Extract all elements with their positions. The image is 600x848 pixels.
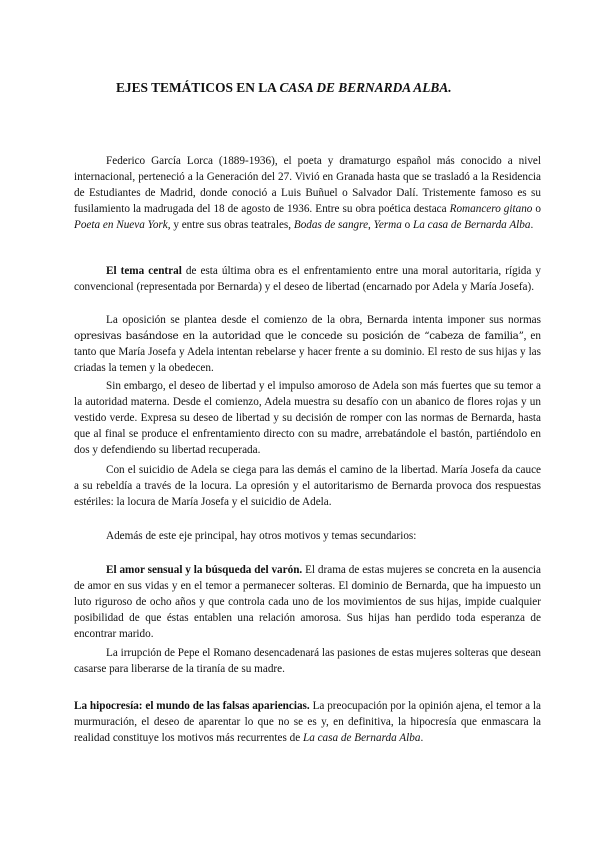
- work-poeta: Poeta en Nueva York,: [74, 219, 171, 231]
- hypocrisy-end: .: [420, 732, 424, 744]
- work-bodas: Bodas de sangre: [293, 219, 369, 231]
- suicide-paragraph: Con el suicidio de Adela se ciega para las demás el camino de la libertad. María Josefa da cauce a su rebeldía a través de la locura. La opresión y el autoritarismo de Bernarda provoca dos respuestas estériles: la locura de María Josefa y el suicidio de Adela.: [74, 464, 541, 508]
- central-theme-label: El tema central: [106, 265, 182, 277]
- hypocrisy-text: La preocupación por la opinión ajena, el temor a la murmuración, el deseo de aparentar lo que no se es y, en definitiva, la hipocresía que enmascara la realidad constituye los motivos más recurrentes de: [74, 700, 541, 744]
- intro-paragraph: [74, 153, 541, 233]
- intro-text-2: o: [532, 203, 542, 215]
- love-paragraph: [74, 562, 541, 642]
- love-label: El amor sensual y la búsqueda del varón.: [106, 564, 303, 576]
- love-text: El drama de estas mujeres se concreta en la ausencia de amor en sus vidas y en el temor a permanecer solteras. El dominio de Bernarda, que ha impuesto un luto riguroso de ocho años y que controla cada uno de los movimientos de sus hijas, impide cualquier posibilidad de que éstas entablen una relación amorosa. Sus hijas han perdido toda esperanza de encontrar marido.: [74, 564, 541, 640]
- secondary-intro-paragraph: Además de este eje principal, hay otros motivos y temas secundarios:: [106, 530, 417, 542]
- opposition-text-1: La oposición se plantea desde el comienzo de la obra, Bernarda intenta imponer sus normas: [106, 314, 541, 326]
- central-theme-paragraph: [74, 263, 541, 295]
- document-title: [116, 80, 536, 96]
- intro-text-3: y entre sus obras teatrales,: [170, 219, 294, 231]
- desire-paragraph: Sin embargo, el deseo de libertad y el impulso amoroso de Adela son más fuertes que su temor a la autoridad materna. Desde el comienzo, Adela muestra su desafío con un abanico de flores rojas y un vestido verde. Expresa su deseo de libertad y su decisión de romper con las normas de Bernarda, hasta que al final se produce el enfrentamiento directo con su madre, arrebatándole el bastón, partiéndolo en dos y defendiendo su libertad recuperada.: [74, 380, 541, 456]
- work-romancero: Romancero gitano: [449, 203, 533, 215]
- work-yerma: Yerma: [373, 219, 402, 231]
- opposition-text-3: , en tanto que María Josefa y Adela intentan rebelarse y hacer frente a su dominio. El resto de sus hijas y las criadas la temen y la obedecen.: [74, 330, 541, 374]
- opposition-text-2: opresivas basándose en la autoridad que le concede su posición de “cabeza de familia”: [74, 330, 524, 342]
- work-casa: La casa de Bernarda Alba: [413, 219, 531, 231]
- central-theme-text: de esta última obra es el enfrentamiento entre una moral autoritaria, rígida y convencional (representada por Bernarda) y el deseo de libertad (encarnado por Adela y María Josefa).: [74, 265, 541, 293]
- title-prefix: EJES TEMÁTICOS EN LA: [116, 80, 280, 95]
- title-italic: CASA DE BERNARDA ALBA.: [279, 80, 452, 95]
- intro-text-4: ,: [368, 219, 374, 231]
- intro-text-1: Federico García Lorca (1889-1936), el poeta y dramaturgo español más conocido a nivel internacional, perteneció a la Generación del 27. Vivió en Granada hasta que se trasladó a la Residencia de Estudiantes de Madrid, donde conoció a Luis Buñuel o Salvador Dalí. Tristemente famoso es su fusilamiento la madrugada del 18 de agosto de 1936. Entre su obra poética destaca: [74, 155, 541, 215]
- intro-text-5: o: [401, 219, 414, 231]
- hypocrisy-paragraph: [74, 698, 541, 746]
- pepe-paragraph: La irrupción de Pepe el Romano desencadenará las pasiones de estas mujeres solteras que desean casarse para liberarse de la tiranía de su madre.: [74, 647, 541, 675]
- intro-text-6: .: [530, 219, 534, 231]
- hypocrisy-label: La hipocresía: el mundo de las falsas apariencias.: [74, 700, 310, 712]
- opposition-paragraph: [74, 312, 541, 376]
- hypocrisy-work: La casa de Bernarda Alba: [302, 732, 421, 744]
